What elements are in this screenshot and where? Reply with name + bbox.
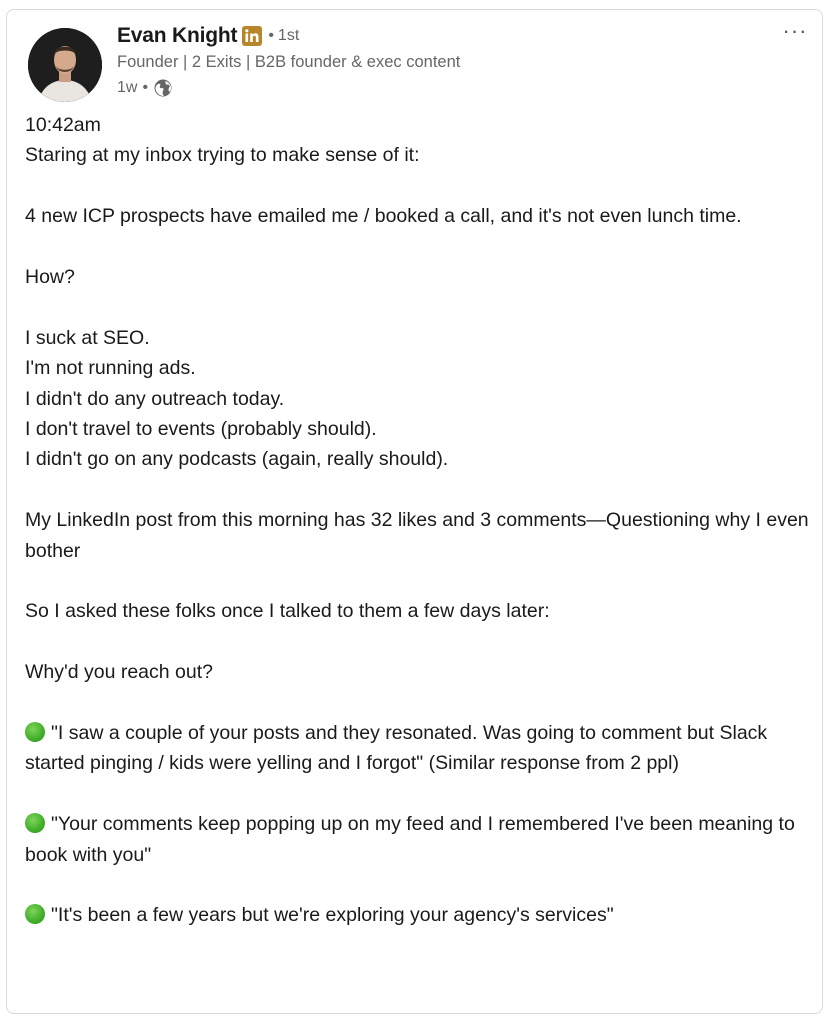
- avatar-photo: [28, 28, 102, 102]
- blank-line: [25, 870, 815, 900]
- post-line: 4 new ICP prospects have emailed me / booked a call, and it's not even lunch time.: [25, 205, 742, 228]
- blank-line: [25, 232, 815, 262]
- post-time-row: [117, 75, 460, 101]
- post-line: How?: [25, 266, 75, 288]
- post-line: Why'd you reach out?: [25, 661, 213, 684]
- post-header: [28, 20, 810, 100]
- post-line: I don't travel to events (probably should).: [25, 418, 377, 441]
- post-line: I didn't go on any podcasts (again, really should).: [25, 448, 449, 471]
- avatar[interactable]: [28, 28, 102, 102]
- degree-separator: •: [268, 27, 274, 44]
- author-name[interactable]: Evan Knight: [117, 24, 238, 47]
- blank-line: [25, 475, 815, 505]
- author-meta: [117, 20, 460, 101]
- connection-degree: 1st: [277, 27, 300, 44]
- green-circle-icon: [25, 722, 45, 742]
- quote-item: [25, 718, 815, 779]
- post-line: I suck at SEO.: [25, 326, 150, 349]
- post-line: So I asked these folks once I talked to them a few days later:: [25, 600, 550, 623]
- post-line: 10:42am: [25, 114, 101, 136]
- post-card: [6, 9, 823, 1014]
- post-line: I'm not running ads.: [25, 357, 196, 380]
- post-line: My LinkedIn post from this morning has 32 likes and 3 comments—Questioning why I even bother: [25, 509, 809, 562]
- blank-line: [25, 779, 815, 809]
- blank-line: [25, 171, 815, 201]
- post-line: Staring at my inbox trying to make sense of it:: [25, 144, 420, 167]
- linkedin-in-icon: [242, 26, 262, 46]
- quote-text: "It's been a few years but we're exploring your agency's services": [51, 904, 614, 927]
- blank-line: [25, 688, 815, 718]
- blank-line: [25, 627, 815, 657]
- quote-item: [25, 900, 815, 930]
- time-separator: •: [142, 79, 149, 96]
- name-row: [117, 20, 460, 52]
- globe-icon: [153, 78, 173, 98]
- post-body: [25, 110, 815, 931]
- quote-item: [25, 809, 815, 870]
- green-circle-icon: [25, 813, 45, 833]
- more-options-button[interactable]: ···: [782, 18, 808, 43]
- post-line: I didn't do any outreach today.: [25, 387, 285, 410]
- author-headline: Founder | 2 Exits | B2B founder & exec content: [117, 53, 461, 71]
- quote-text: "Your comments keep popping up on my feed and I remembered I've been meaning to book with you": [25, 813, 795, 866]
- blank-line: [25, 292, 815, 322]
- post-age[interactable]: 1w: [117, 79, 138, 96]
- quote-text: "I saw a couple of your posts and they resonated. Was going to comment but Slack started pinging / kids were yelling and I forgot" (Similar response from 2 ppl): [25, 722, 768, 775]
- blank-line: [25, 566, 815, 596]
- green-circle-icon: [25, 904, 45, 924]
